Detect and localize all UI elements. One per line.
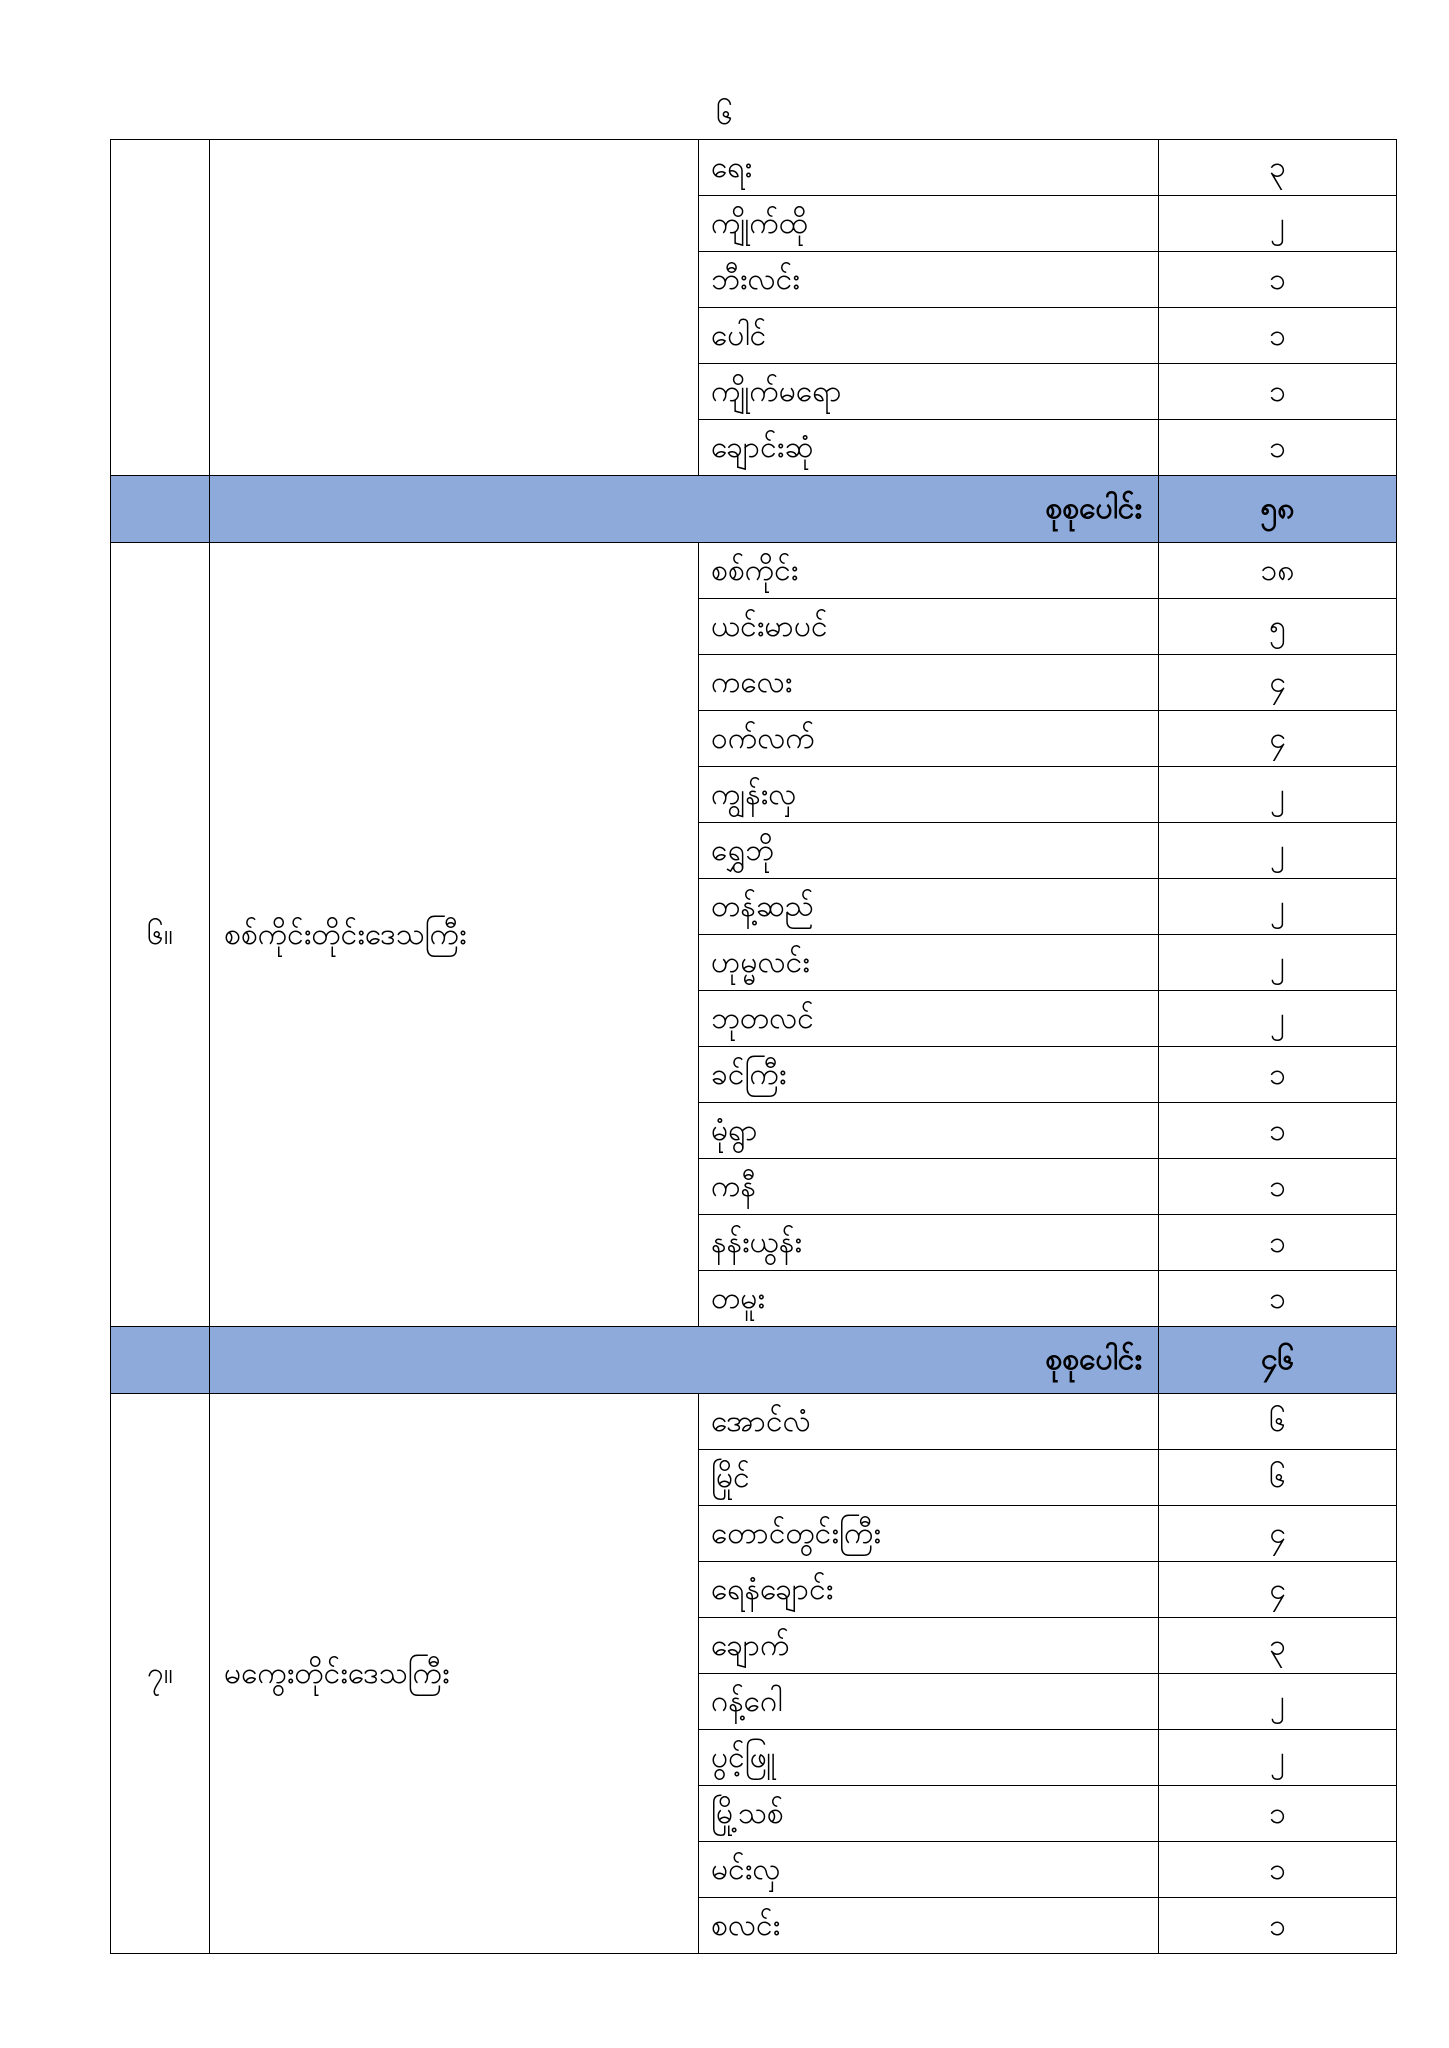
town-count: ၁ [1159, 1786, 1397, 1842]
town-name: ချောက် [699, 1618, 1159, 1674]
town-count: ၃ [1159, 140, 1397, 196]
town-count: ၆ [1159, 1450, 1397, 1506]
town-count: ၂ [1159, 1730, 1397, 1786]
town-count: ၁ [1159, 1215, 1397, 1271]
town-count: ၂ [1159, 196, 1397, 252]
town-name: မြိုင် [699, 1450, 1159, 1506]
town-count: ၂ [1159, 879, 1397, 935]
town-name: ပေါင် [699, 308, 1159, 364]
town-name: စလင်း [699, 1898, 1159, 1954]
table-row [111, 140, 1397, 196]
town-count: ၂ [1159, 991, 1397, 1047]
town-name: ရေနံချောင်း [699, 1562, 1159, 1618]
town-name: ဟုမ္မလင်း [699, 935, 1159, 991]
town-count: ၁ [1159, 1047, 1397, 1103]
region-number: ၆။ [111, 543, 210, 1327]
town-name: ကျိုက်မရော [699, 364, 1159, 420]
region-name-cell [210, 140, 699, 476]
region-name: စစ်ကိုင်းတိုင်းဒေသကြီး [210, 543, 699, 1327]
town-count: ၂ [1159, 823, 1397, 879]
town-count: ၂ [1159, 767, 1397, 823]
town-count: ၄ [1159, 1506, 1397, 1562]
town-count: ၁ [1159, 1271, 1397, 1327]
town-count: ၂ [1159, 1674, 1397, 1730]
town-name: မြို့သစ် [699, 1786, 1159, 1842]
town-name: ကျိုက်ထို [699, 196, 1159, 252]
subtotal-row [111, 476, 1397, 543]
subtotal-empty-cell [111, 1327, 210, 1394]
subtotal-value: ၅၈ [1159, 476, 1397, 543]
town-name: ကျွန်းလှ [699, 767, 1159, 823]
page-number: ၆ [716, 97, 733, 132]
town-name: ဘီးလင်း [699, 252, 1159, 308]
town-count: ၁ [1159, 1898, 1397, 1954]
town-name: ဂန့်ဂေါ [699, 1674, 1159, 1730]
town-count: ၁ [1159, 252, 1397, 308]
town-count: ၅ [1159, 599, 1397, 655]
town-count: ၆ [1159, 1394, 1397, 1450]
town-name: ခင်ကြီး [699, 1047, 1159, 1103]
town-name: ဘုတလင် [699, 991, 1159, 1047]
town-name: ကလေး [699, 655, 1159, 711]
region-name: မကွေးတိုင်းဒေသကြီး [210, 1394, 699, 1954]
town-count: ၁ [1159, 420, 1397, 476]
town-count: ၄ [1159, 711, 1397, 767]
town-count: ၁ [1159, 1103, 1397, 1159]
town-name: ရွှေဘို [699, 823, 1159, 879]
town-count: ၄ [1159, 1562, 1397, 1618]
town-count-table [110, 139, 1397, 1954]
town-count: ၂ [1159, 935, 1397, 991]
subtotal-value: ၄၆ [1159, 1327, 1397, 1394]
town-name: ယင်းမာပင် [699, 599, 1159, 655]
town-name: မုံရွာ [699, 1103, 1159, 1159]
table-row [111, 543, 1397, 599]
subtotal-label: စုစုပေါင်း [210, 476, 1159, 543]
subtotal-row [111, 1327, 1397, 1394]
town-name: တောင်တွင်းကြီး [699, 1506, 1159, 1562]
town-count: ၁၈ [1159, 543, 1397, 599]
town-count: ၁ [1159, 1842, 1397, 1898]
subtotal-empty-cell [111, 476, 210, 543]
town-count: ၁ [1159, 308, 1397, 364]
region-number: ၇။ [111, 1394, 210, 1954]
town-name: မင်းလှ [699, 1842, 1159, 1898]
town-count: ၁ [1159, 1159, 1397, 1215]
town-count: ၁ [1159, 364, 1397, 420]
town-name: ချောင်းဆုံ [699, 420, 1159, 476]
town-name: စစ်ကိုင်း [699, 543, 1159, 599]
town-name: ကနီ [699, 1159, 1159, 1215]
table-row [111, 1394, 1397, 1450]
town-name: တန့်ဆည် [699, 879, 1159, 935]
subtotal-label: စုစုပေါင်း [210, 1327, 1159, 1394]
town-name: အောင်လံ [699, 1394, 1159, 1450]
town-count: ၄ [1159, 655, 1397, 711]
town-name: တမူး [699, 1271, 1159, 1327]
town-name: နန်းယွန်း [699, 1215, 1159, 1271]
town-count: ၃ [1159, 1618, 1397, 1674]
town-name: ပွင့်ဖြူ [699, 1730, 1159, 1786]
town-name: ရေး [699, 140, 1159, 196]
town-name: ဝက်လက် [699, 711, 1159, 767]
region-number-cell [111, 140, 210, 476]
